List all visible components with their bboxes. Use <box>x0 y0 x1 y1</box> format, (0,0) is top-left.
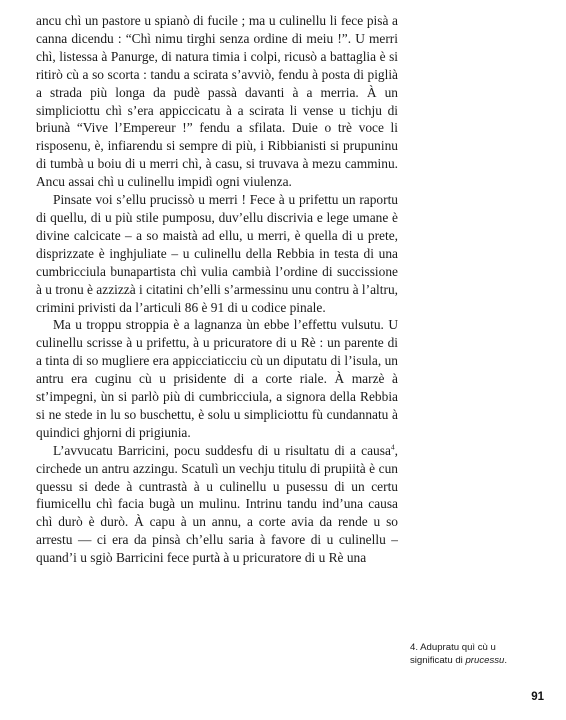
paragraph: Pinsate voi s’ellu prucissò u merri ! Fece à u prifettu un raportu di quellu, di u più stile pumposu, duv’ellu discrivia e lege umane è divine calcicate – a so maistà ad ellu, u merri, è quella di u prete, disprizzate è inghjuliate – u culinellu della Rebbia in testa di una cumbricciula bunapartista chì vulia cambià l’ordine di succissione à u tronu è azzizzà i citatini ch’elli s’armessinu unu contru à l’altru, crimini privisti da l’articuli 86 è 91 di u codice pinale. <box>36 192 398 315</box>
paragraph: ancu chì un pastore u spianò di fucile ; ma u culinellu li fece pisà a canna dicendu : “Chì nimu tirghi senza ordine di meiu !”. U merri chì, listessa à Panurge, di natura timia i colpi, ricusò a battaglia è si ritirò cù a so scorta : tandu a scirata s’avviò, fendu à posta di piglià a strada più longa da pudè passà davanti à a merria. À un simpliciottu chì s’era appiccicatu à a scirata li vense u tichju di briunà “Vive l’Empereur !” fendu a sfilata. Duie o trè voce li risposenu, è, infiarendu si sempre di più, i Ribbianisti si prupuninu di tumbà u boiu di u merri chì, à casu, si truvava à mezu camminu. Ancu assai chì u culinellu impidì ogni viulenza. <box>36 13 398 190</box>
body-text <box>36 12 398 567</box>
margin-footnote <box>410 641 530 667</box>
footnote-text: 4. Adupratu quì cù u significatu di <box>410 642 496 666</box>
paragraph-text: , circhede un antru azzingu. Scatulì un vechju titulu di prupiità è cun quessu si dede à cuntrastà à u culinellu u pusessu di un certu fiumicellu chì facia bugà un mulinu. Intrinu tandu ind’una causa chì durò è durò. À capu à un annu, a corte avia da rende u so arrestu — ci era da pinsà ch’ellu saria à favore di u culinellu – quand’i u sgiò Barricini fece purtà à u pricuratore di u Rè una <box>36 442 398 566</box>
paragraph-text: L’avvucatu Barricini, pocu suddesfu di u risultatu di a causa <box>53 442 391 458</box>
footnote-text: . <box>504 655 508 666</box>
footnote-reference: 4 <box>390 442 395 452</box>
footnote-italic-term: prucessu <box>465 655 505 666</box>
paragraph-with-footnote <box>36 442 398 567</box>
paragraph: Ma u troppu stroppia è a lagnanza ùn ebbe l’effettu vulsutu. U culinellu scrisse à u prifettu, à u pricuratore di u Rè : un parente di a tinta di so mugliere era appicciaticciu cù un diputatu di l’isula, un antru era cuginu cù u prisidente di a corte riale. À marzè à st’impegni, ùn si parlò più di cumbricciula, a signora della Rebbia si ne stede in lu so buschettu, è solu u simpliciottu fù cundannatu à quindici ghjorni di prigiunia. <box>36 317 398 440</box>
page-number: 91 <box>531 691 544 703</box>
